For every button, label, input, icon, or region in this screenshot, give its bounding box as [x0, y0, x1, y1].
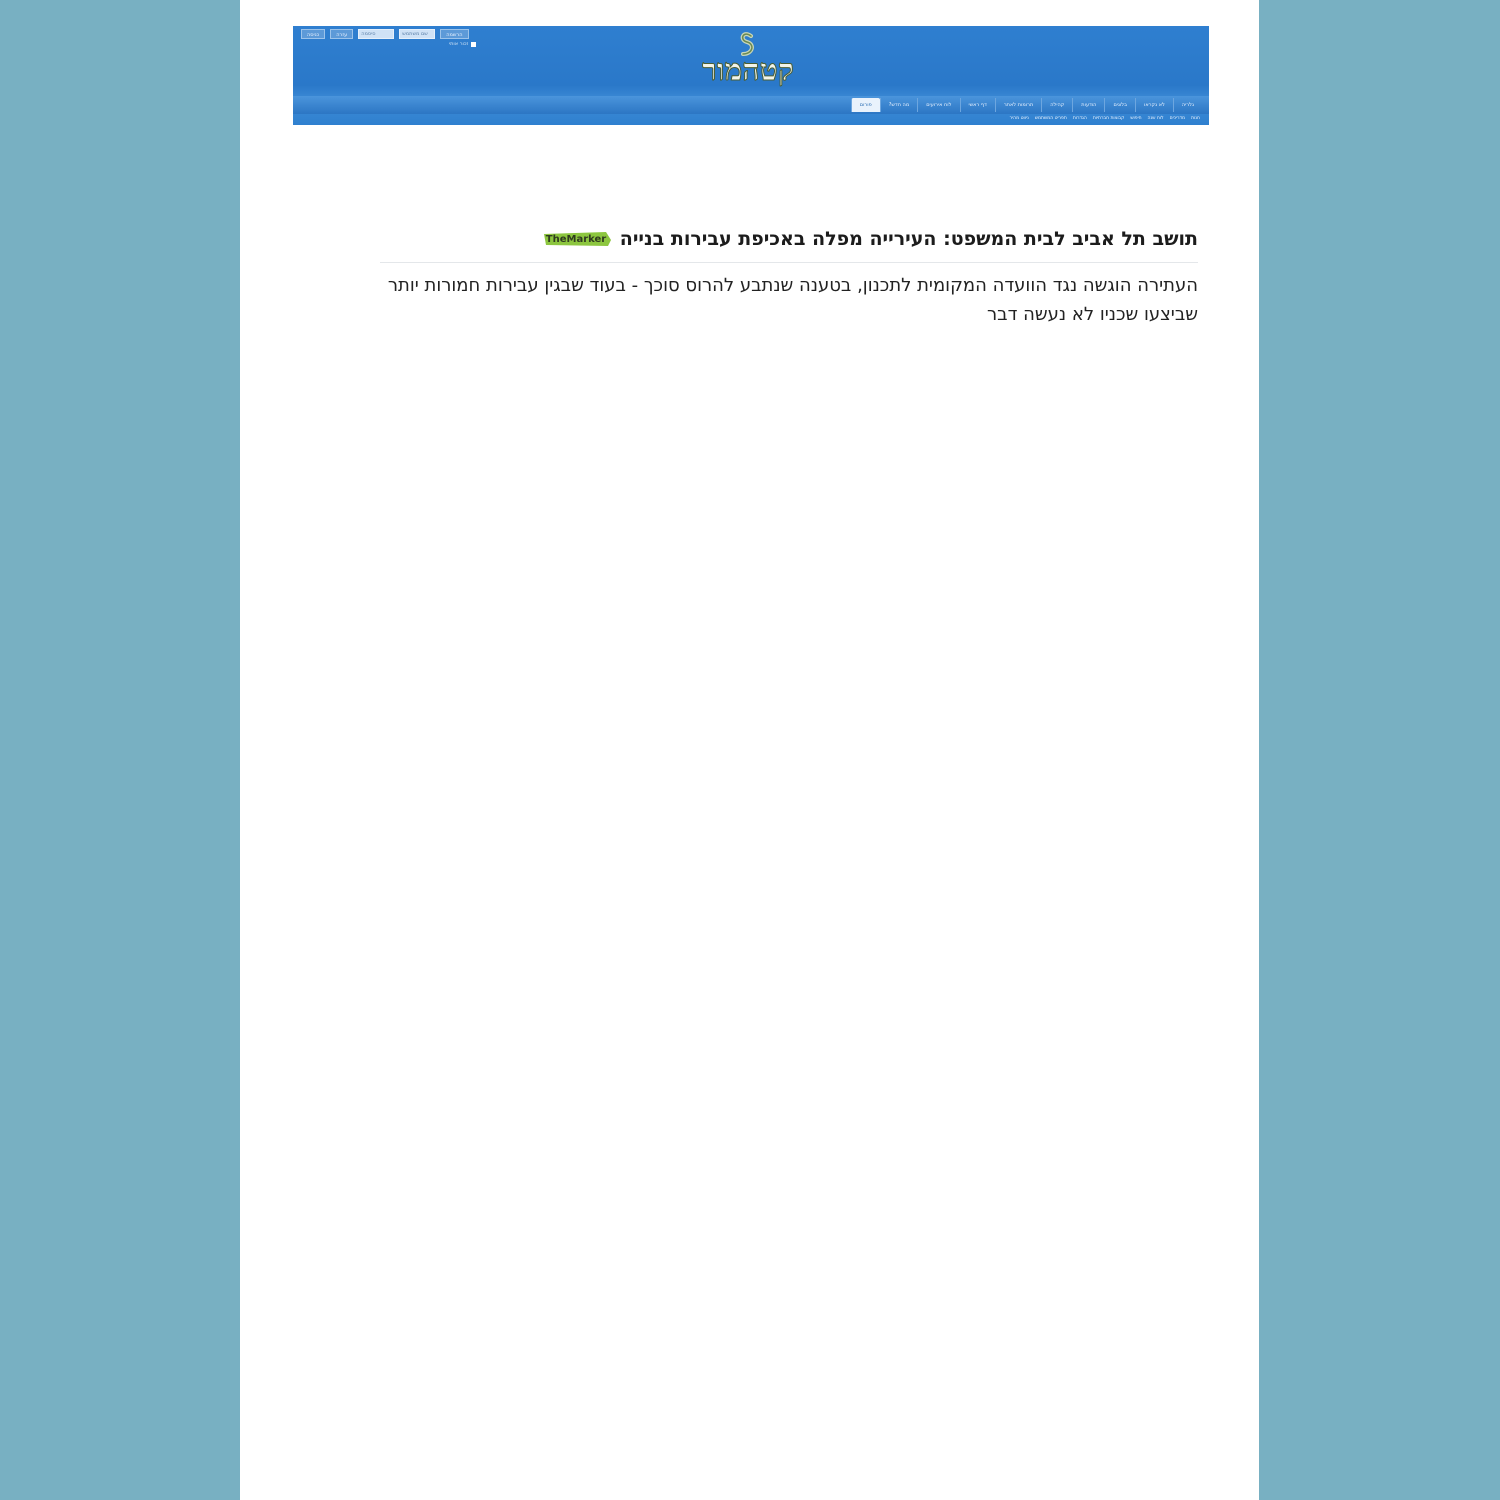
site-banner [293, 26, 1209, 125]
sub-link[interactable]: ניווט מהיר [1009, 116, 1029, 121]
sub-link[interactable]: הגדרות [1072, 116, 1087, 121]
sub-link[interactable]: חנות [1191, 116, 1200, 121]
article-title[interactable]: תושב תל אביב לבית המשפט: העירייה מפלה באכיפת עבירות בנייה [619, 228, 1198, 250]
help-button[interactable]: עזרה [330, 29, 353, 39]
sub-link[interactable]: קבוצות חברתיות [1092, 116, 1125, 121]
nav-tab-forum[interactable]: פורום [851, 98, 880, 112]
nav-tab-blogs[interactable]: בלוגים [1104, 98, 1135, 112]
nav-tab-whats-new[interactable]: מה חדש? [880, 98, 917, 112]
sub-nav [1010, 116, 1200, 121]
article [380, 228, 1198, 329]
nav-tab-events[interactable]: לוח אירועים [917, 98, 959, 112]
sub-link[interactable]: לוח שנה [1147, 116, 1164, 121]
sub-link[interactable]: חיפוש [1130, 116, 1142, 121]
article-summary: העתירה הוגשה נגד הוועדה המקומית לתכנון, בטענה שנתבע להרוס סוכך - בעוד שבגין עבירות חמורות יותר שביצעו שכניו לא נעשה דבר [387, 275, 1198, 325]
remember-me[interactable] [449, 41, 476, 47]
remember-label: זכור אותי [449, 41, 469, 47]
nav-tab-donations[interactable]: תרומות לאתר [995, 98, 1041, 112]
nav-tab-messages[interactable]: הודעות [1072, 98, 1104, 112]
main-nav [851, 98, 1202, 112]
site-logo[interactable] [693, 28, 803, 98]
logo-text: קטהמור [702, 53, 794, 88]
username-field[interactable]: שם משתמש [399, 29, 435, 39]
login-button[interactable]: כניסה [301, 29, 325, 39]
register-button[interactable]: הרשמה [440, 29, 468, 39]
nav-tab-community[interactable]: קהילה [1041, 98, 1072, 112]
login-bar [301, 29, 469, 39]
nav-tab-unread[interactable]: לא נקראו [1135, 98, 1173, 112]
password-field[interactable]: סיסמה [358, 29, 394, 39]
sub-link[interactable]: תפריט המשתמש [1034, 116, 1067, 121]
page [240, 0, 1259, 1500]
nav-tab-home[interactable]: דף ראשי [960, 98, 995, 112]
nav-tab-gallery[interactable]: גלריה [1173, 98, 1202, 112]
badge-text: TheMarker [545, 234, 607, 245]
remember-checkbox[interactable] [471, 42, 476, 47]
sub-link[interactable]: מדריכים [1169, 116, 1186, 121]
themarker-badge [542, 231, 612, 247]
article-header [380, 228, 1198, 263]
